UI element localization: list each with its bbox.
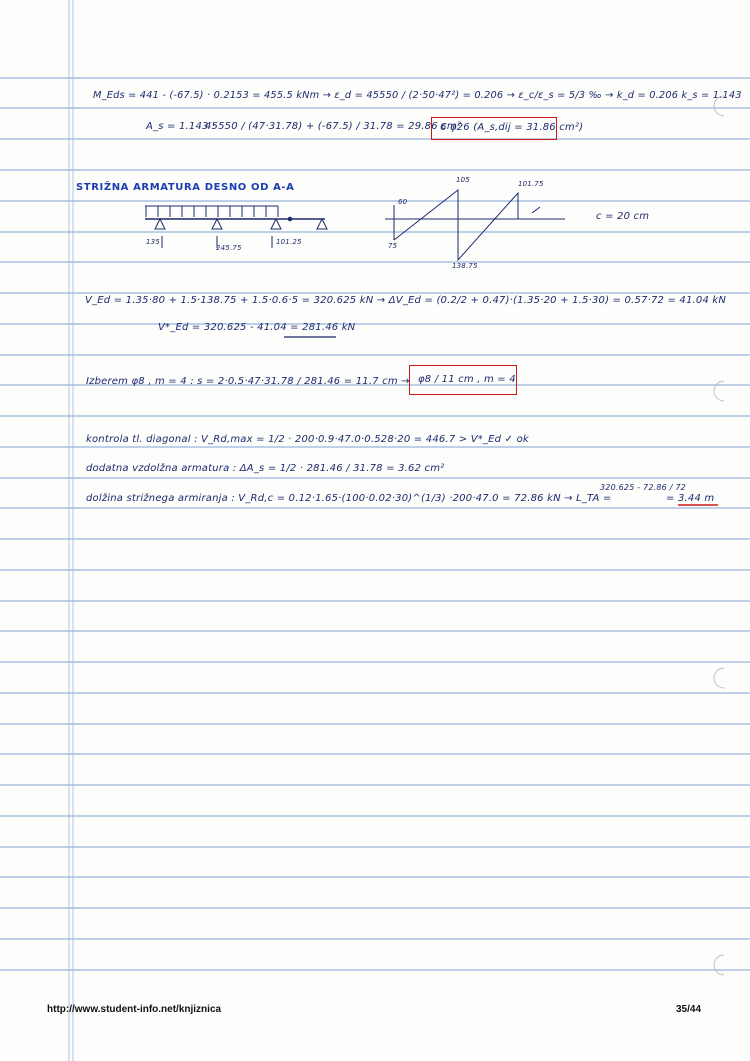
additional-reinforcement-line: dodatna vzdolžna armatura : ΔA_s = 1/2 · 281.46 / 31.78 = 3.62 cm²	[86, 463, 445, 474]
shear-label-138: 138.75	[452, 262, 478, 270]
cover-label: c = 20 cm	[596, 211, 650, 222]
reaction-2-label: 245.75	[216, 244, 242, 252]
page-number: 35/44	[676, 1004, 702, 1015]
stirrup-result-box	[409, 365, 517, 395]
as-result: 6 φ26 (A_s,dij = 31.86 cm²)	[440, 122, 584, 133]
shear-label-105: 105	[456, 176, 470, 184]
shear-length-result: = 3.44 m	[666, 493, 715, 504]
shear-label-75: 75	[388, 242, 398, 250]
diagonal-check-line: kontrola tl. diagonal : V_Rd,max = 1/2 · 200·0.9·47.0·0.528·20 = 446.7 > V*_Ed ✓ ok	[86, 434, 529, 445]
shear-length-line: dolžina strižnega armiranja : V_Rd,c = 0.12·1.65·(100·0.02·30)^(1/3) ·200·47.0 = 72.86 kN → L_TA =	[86, 493, 612, 504]
stirrup-choice-line: Izberem φ8 , m = 4 : s = 2·0.5·47·31.78 / 281.46 = 11.7 cm →	[86, 376, 410, 387]
reaction-3-label: 101.25	[276, 238, 302, 246]
shear-label-60: 60	[398, 198, 408, 206]
reaction-1-label: 135	[146, 238, 160, 246]
ved-star-line: V*_Ed = 320.625 - 41.04 = 281.46 kN	[158, 322, 356, 333]
as-line-calc: 45550 / (47·31.78) + (-67.5) / 31.78 = 29.86 cm²	[205, 121, 462, 132]
moment-line: M_Eds = 441 - (-67.5) · 0.2153 = 455.5 kNm → ε_d = 45550 / (2·50·47²) = 0.206 → ε_c/ε_s = 5/3 ‰ → k_d = 0.206 k_s = 1.143	[93, 90, 742, 101]
as-line-label: A_s = 1.143 ·	[146, 121, 216, 132]
ved-line: V_Ed = 1.35·80 + 1.5·138.75 + 1.5·0.6·5 = 320.625 kN → ΔV_Ed = (0.2/2 + 0.47)·(1.35·20 + 1.5·30) = 0.57·72 = 41.04 kN	[85, 295, 727, 306]
footer-url[interactable]: http://www.student-info.net/knjiznica	[47, 1004, 222, 1015]
shear-length-fraction: 320.625 - 72.86 / 72	[600, 483, 686, 492]
shear-label-101: 101.75	[518, 180, 544, 188]
stirrup-result: φ8 / 11 cm , m = 4	[418, 374, 516, 385]
section-title: STRIŽNA ARMATURA DESNO OD A-A	[76, 182, 295, 193]
